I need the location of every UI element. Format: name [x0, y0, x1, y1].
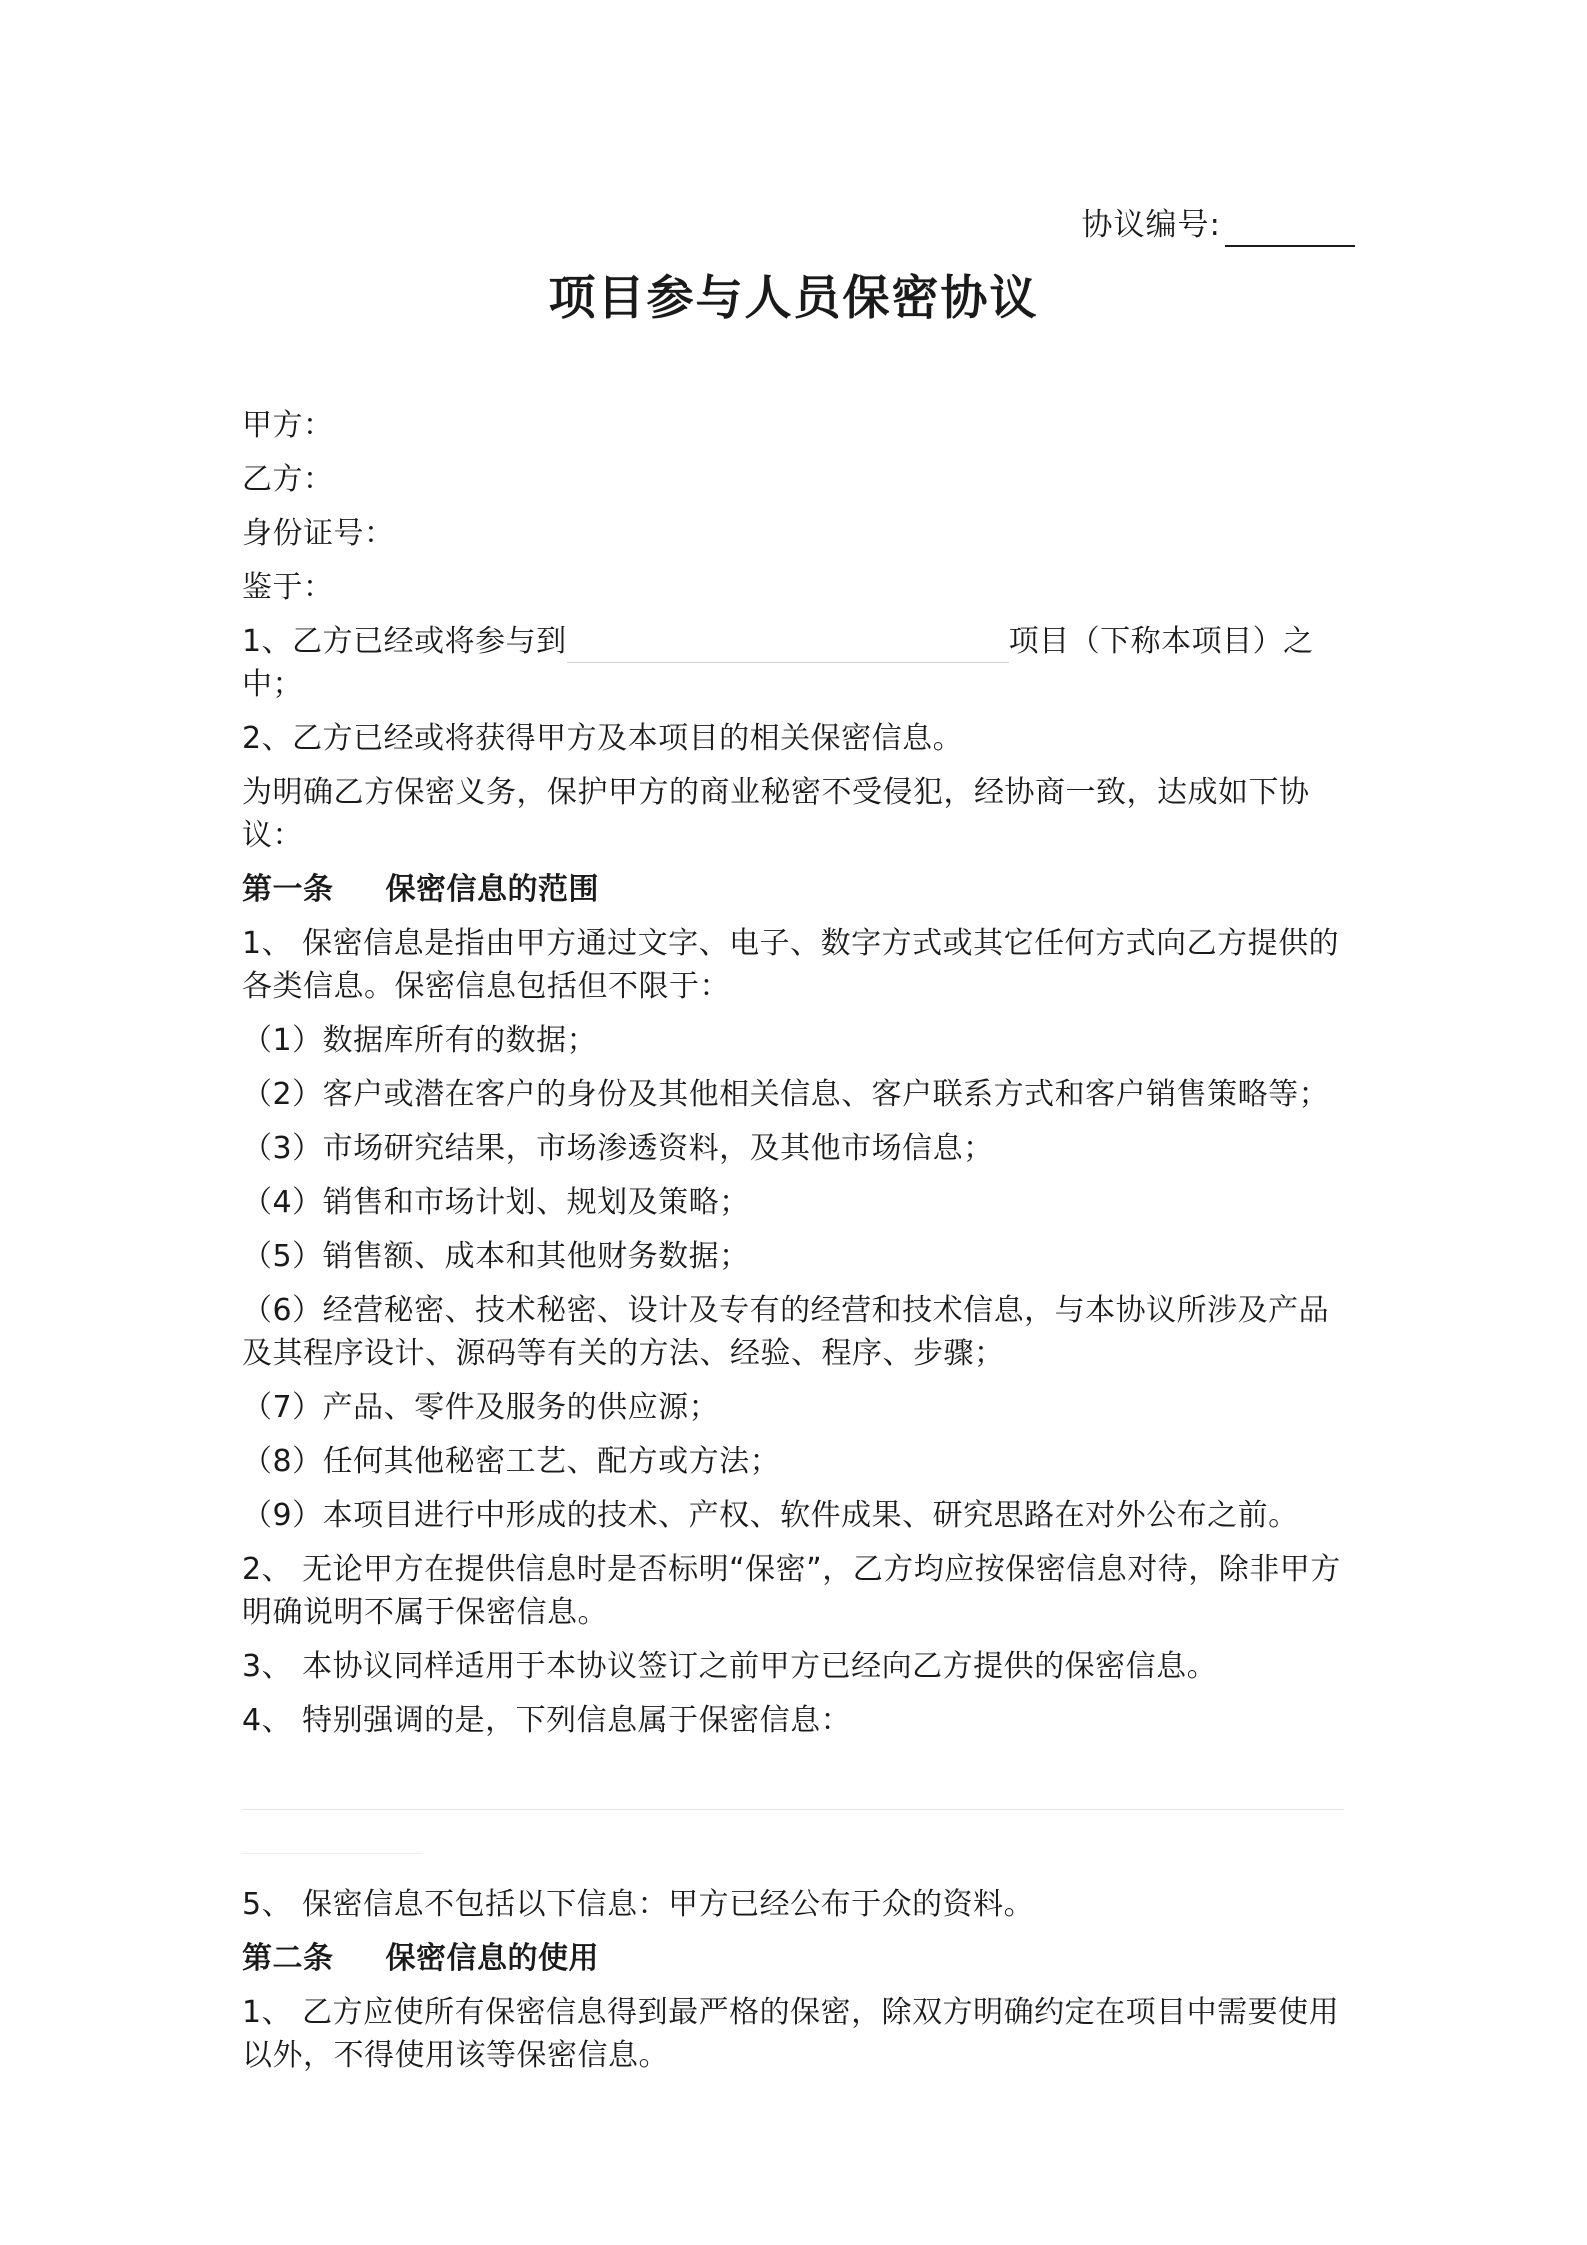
article-1-clause-2: 2、 无论甲方在提供信息时是否标明“保密”，乙方均应按保密信息对待，除非甲方明确说明不属于保密信息。: [242, 1552, 1341, 1630]
recital-2: 2、乙方已经或将获得甲方及本项目的相关保密信息。: [242, 721, 964, 756]
article-1-clause-1: 1、 保密信息是指由甲方通过文字、电子、数字方式或其它任何方式向乙方提供的各类信息。保密信息包括但不限于：: [242, 926, 1340, 1004]
agreement-number-blank: [1225, 211, 1355, 247]
article-1-number: 第一条: [242, 872, 334, 907]
article-1-item-5: （5）销售额、成本和其他财务数据；: [242, 1239, 750, 1274]
article-1-item-3: （3）市场研究结果，市场渗透资料，及其他市场信息；: [242, 1131, 994, 1166]
article-1-item-6: （6）经营秘密、技术秘密、设计及专有的经营和技术信息，与本协议所涉及产品及其程序设计、源码等有关的方法、经验、程序、步骤；: [242, 1293, 1330, 1371]
id-number-line: 身份证号：: [242, 516, 395, 551]
whereas-line: 鉴于：: [242, 570, 334, 605]
article-1-title: 保密信息的范围: [385, 872, 599, 907]
project-name-blank: [567, 626, 1009, 663]
article-1-item-4: （4）销售和市场计划、规划及策略；: [242, 1185, 750, 1220]
article-1-item-2: （2）客户或潜在客户的身份及其他相关信息、客户联系方式和客户销售策略等；: [242, 1077, 1330, 1112]
agreement-number: [1082, 203, 1355, 247]
article-1-item-1: （1）数据库所有的数据；: [242, 1023, 598, 1058]
recital-1-prefix: 1、乙方已经或将参与到: [242, 624, 567, 659]
article-1-heading: [242, 868, 1358, 911]
article-2-number: 第二条: [242, 1941, 334, 1976]
article-1-item-7: （7）产品、零件及服务的供应源；: [242, 1390, 720, 1425]
agreement-number-label: 协议编号:: [1081, 207, 1221, 243]
party-b-line: 乙方：: [242, 462, 334, 497]
document-title: 项目参与人员保密协议: [548, 271, 1039, 326]
special-info-blank-area: [242, 1753, 1358, 1823]
document-body: [242, 404, 1358, 2088]
article-2-clause-1: 1、 乙方应使所有保密信息得到最严格的保密，除双方明确约定在项目中需要使用以外，不得使用该等保密信息。: [242, 1995, 1340, 2073]
special-info-blank-line: [242, 1809, 1344, 1810]
special-info-short-line: [242, 1853, 422, 1854]
article-1-clause-3: 3、 本协议同样适用于本协议签订之前甲方已经向乙方提供的保密信息。: [242, 1649, 1218, 1684]
purpose-statement: 为明确乙方保密义务，保护甲方的商业秘密不受侵犯，经协商一致，达成如下协议：: [242, 775, 1310, 853]
recital-1: [242, 620, 1358, 706]
article-1-item-9: （9）本项目进行中形成的技术、产权、软件成果、研究思路在对外公布之前。: [242, 1498, 1299, 1533]
article-1-clause-4: 4、 特别强调的是，下列信息属于保密信息：: [242, 1703, 852, 1738]
article-1-clause-5: 5、 保密信息不包括以下信息：甲方已经公布于众的资料。: [242, 1887, 1035, 1922]
article-1-item-8: （8）任何其他秘密工艺、配方或方法；: [242, 1444, 781, 1479]
article-2-title: 保密信息的使用: [385, 1941, 599, 1976]
party-a-line: 甲方：: [242, 408, 334, 443]
recital-1-suffix: 项目（下称本项目）之中；: [242, 624, 1314, 702]
article-2-heading: [242, 1937, 1358, 1980]
